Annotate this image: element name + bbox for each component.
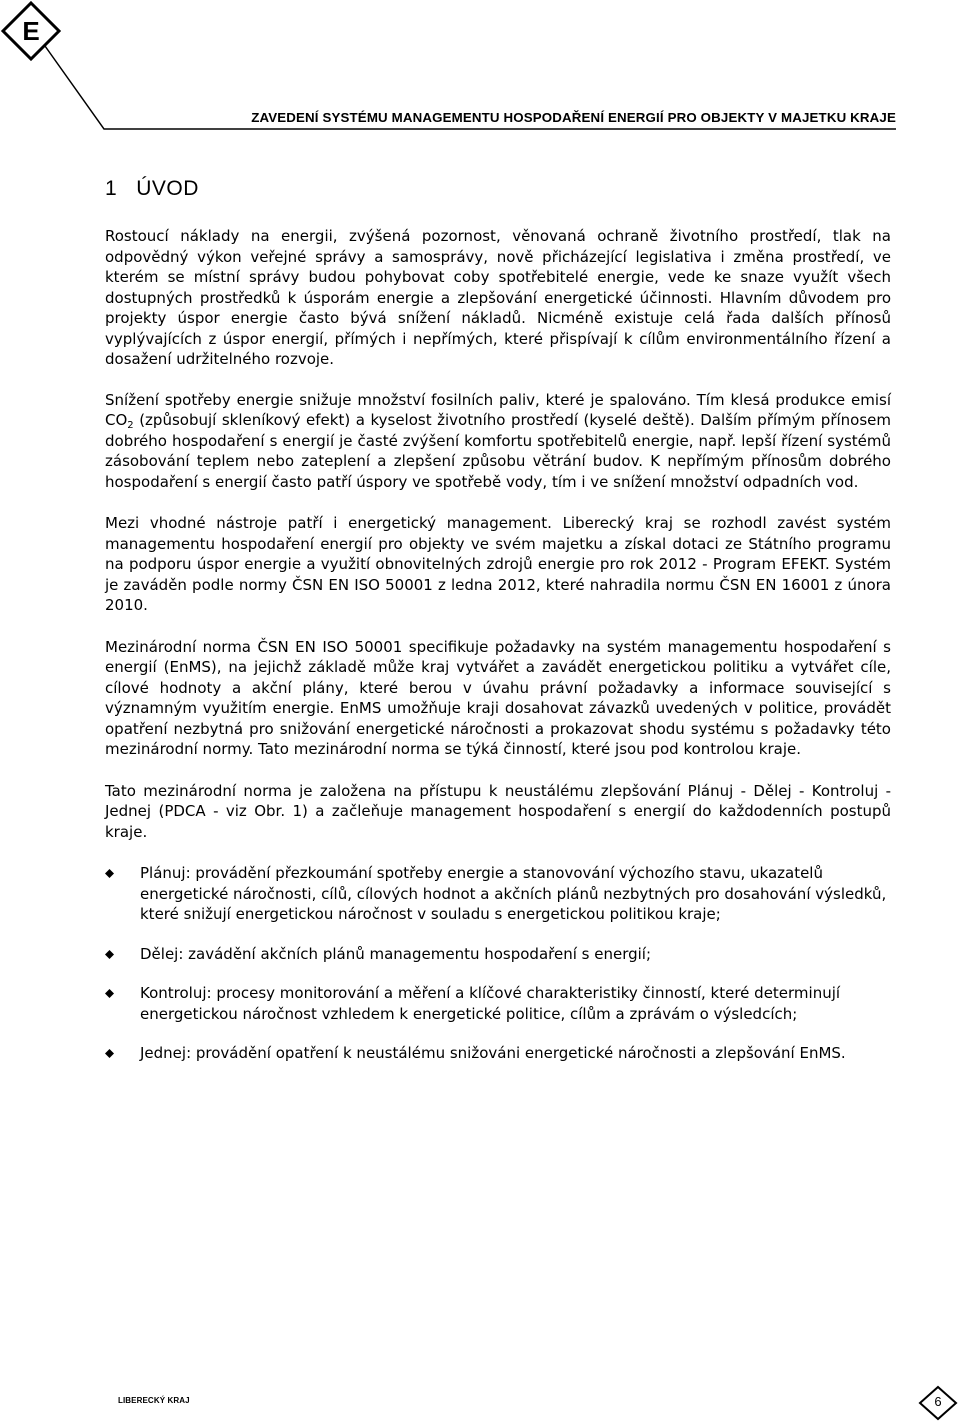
- chapter-title: ÚVOD: [136, 177, 199, 200]
- diamond-bullet-icon: [105, 950, 114, 959]
- list-item-text: Jednej: provádění opatření k neustálému snižováni energetické náročnosti a zlepšování EnMS.: [140, 1044, 846, 1062]
- paragraph-benefits-a: Snížení spotřeby energie snižuje množství fosilních paliv, které je spalováno. Tím klesá produkce emisí CO: [105, 390, 891, 429]
- page-number: 6: [934, 1394, 942, 1409]
- running-header: ZAVEDENÍ SYSTÉMU MANAGEMENTU HOSPODAŘENÍ ENERGIÍ PRO OBJEKTY V MAJETKU KRAJE: [251, 110, 896, 125]
- paragraph-benefits: [105, 390, 891, 493]
- list-item-text: Kontroluj: procesy monitorování a měření a klíčové charakteristiky činností, které determinují energetickou náročnost vzhledem k energetické politice, cílům a zprávám o výsledcích;: [140, 984, 841, 1023]
- chapter-heading: [105, 177, 199, 201]
- list-item-plan: [105, 863, 891, 925]
- chapter-number: 1: [105, 177, 118, 200]
- paragraph-energy-management: Mezi vhodné nástroje patří i energetický management. Liberecký kraj se rozhodl zavést systém managementu hospodaření energií pro objekty ve svém majetku a získal dotaci ze Státního programu na podporu úspor energie a využití obnovitelných zdrojů energie pro rok 2012 - Program EFEKT. Systém je zaváděn podle normy ČSN EN ISO 50001 z ledna 2012, které nahradila normu ČSN EN 16001 z února 2010.: [105, 514, 891, 614]
- paragraph-pdca: Tato mezinárodní norma je založena na přístupu k neustálému zlepšování Plánuj - Dělej - Kontroluj - Jednej (PDCA - viz Obr. 1) a začleňuje management hospodaření s energií do každodenních postupů kraje.: [105, 781, 891, 841]
- list-item-act: [105, 1043, 891, 1064]
- list-item-do: [105, 944, 891, 965]
- footer-organization: LIBERECKÝ KRAJ: [118, 1396, 190, 1405]
- body-text: [105, 226, 891, 1083]
- diamond-bullet-icon: [105, 989, 114, 998]
- list-item-text: Dělej: zavádění akčních plánů managementu hospodaření s energií;: [140, 944, 652, 963]
- list-item-text: Plánuj: provádění přezkoumání spotřeby energie a stanovování výchozího stavu, ukazatelů energetické náročnosti, cílů, cílových hodnot a akčních plánů nezbytných pro dosahování výsledků, které snižují energetickou náročnost v souladu s energetickou politikou kraje;: [140, 864, 887, 923]
- list-item-check: [105, 983, 891, 1024]
- diamond-bullet-icon: [105, 869, 114, 878]
- logo-letter: E: [22, 16, 40, 46]
- co2-subscript: 2: [127, 420, 134, 431]
- paragraph-benefits-b: (způsobují skleníkový efekt) a kyselost životního prostředí (kyselé deště). Dalším přímým přínosem dobrého hospodaření s energií je časté zvýšení komfortu spotřebitelů energie, např. lepší řízení systémů zásobování teplem nebo zateplení a zlepšení způsobu větrání budov. K nepřímým přínosům dobrého hospodaření s energií často patří úspory ve spotřebě vody, tím i ve snížení množství odpadních vod.: [105, 411, 891, 491]
- diamond-bullet-icon: [105, 1049, 114, 1058]
- pdca-list: [105, 863, 891, 1064]
- paragraph-iso-50001: Mezinárodní norma ČSN EN ISO 50001 specifikuje požadavky na systém managementu hospodaření s energií (EnMS), na jejichž základě může kraj vytvářet a zavádět energetickou politiku a vytvářet cíle, cílové hodnoty a akční plány, které berou v úvahu právní požadavky a informace související s významným využitím energie. EnMS umožňuje kraji dosahovat závazků uvedených v politice, provádět opatření nezbytná pro snižování energetické náročnosti a prokazovat shodu systému s požadavky této mezinárodní normy. Tato mezinárodní norma se týká činností, které jsou pod kontrolou kraje.: [105, 637, 891, 758]
- paragraph-intro: Rostoucí náklady na energii, zvýšená pozornost, věnovaná ochraně životního prostředí, tlak na odpovědný výkon veřejné správy a samosprávy, nově přicházející legislativa i změna prostředí, ve kterém se místní správy budou pohybovat coby spotřebitelé energie, vede ke snaze využít všech dostupných prostředků k úsporám energie a zlepšování energetické účinnosti. Hlavním důvodem pro projekty úspor energie často bývá snížení nákladů. Nicméně existuje celá řada dalších přínosů vyplývajících z úspor energií, přímých i nepřímých, které přispívají k cílům environmentálního řízení a dosažení udržitelného rozvoje.: [105, 227, 891, 368]
